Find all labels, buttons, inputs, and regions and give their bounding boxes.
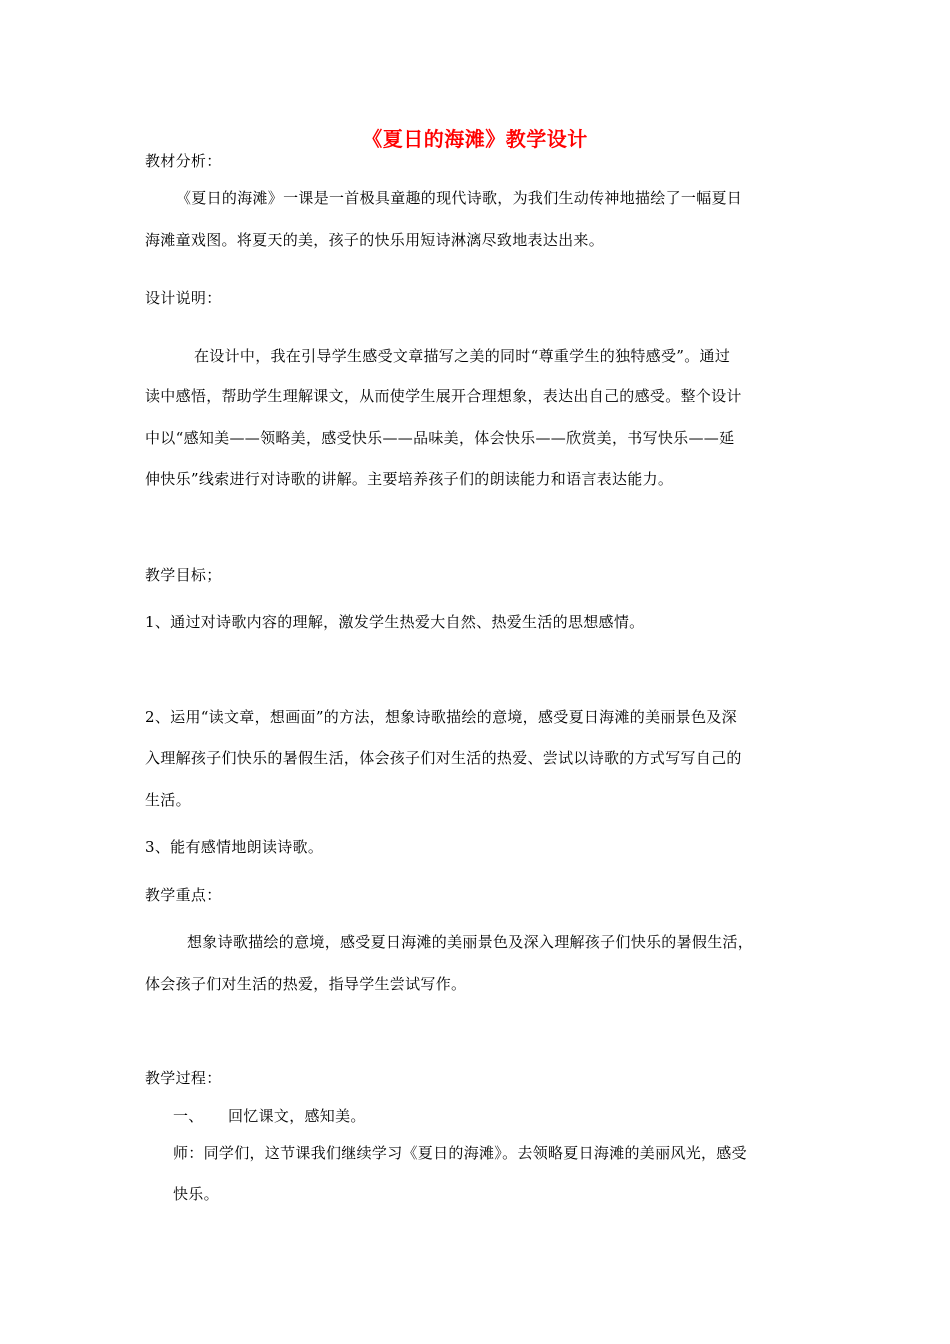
analysis-paragraph-line: 《夏日的海滩》一课是一首极具童趣的现代诗歌，为我们生动传神地描绘了一幅夏日	[176, 189, 743, 207]
goals-heading: 教学目标；	[145, 566, 222, 584]
design-notes-heading: 设计说明：	[145, 289, 222, 307]
key-points-paragraph-line: 体会孩子们对生活的热爱，指导学生尝试写作。	[145, 975, 467, 993]
analysis-paragraph-line: 海滩童戏图。将夏天的美，孩子的快乐用短诗淋漓尽致地表达出来。	[145, 231, 605, 249]
document-title: 《夏日的海滩》教学设计	[362, 127, 588, 151]
key-points-paragraph-line: 想象诗歌描绘的意境，感受夏日海滩的美丽景色及深入理解孩子们快乐的暑假生活，	[187, 933, 754, 951]
process-heading: 教学过程：	[145, 1069, 222, 1087]
goal-item-continued: 入理解孩子们快乐的暑假生活，体会孩子们对生活的热爱、尝试以诗歌的方式写写自己的	[145, 749, 742, 767]
design-notes-paragraph-line: 伸快乐”线索进行对诗歌的讲解。主要培养孩子们的朗读能力和语言表达能力。	[145, 470, 674, 488]
step-number: 一、	[173, 1107, 204, 1125]
analysis-heading: 教材分析：	[145, 152, 222, 170]
goal-item: 3、能有感情地朗读诗歌。	[145, 838, 324, 856]
step-text: 回忆课文，感知美。	[228, 1107, 366, 1125]
goal-item: 1、通过对诗歌内容的理解，激发学生热爱大自然、热爱生活的思想感情。	[145, 613, 645, 631]
design-notes-paragraph-line: 中以“感知美——领略美，感受快乐——品味美，体会快乐——欣赏美，书写快乐——延	[145, 429, 735, 447]
goal-item-continued: 生活。	[145, 791, 191, 809]
teacher-speech-line: 师：同学们，这节课我们继续学习《夏日的海滩》。去领略夏日海滩的美丽风光，感受	[173, 1144, 747, 1162]
design-notes-paragraph-line: 读中感悟，帮助学生理解课文，从而使学生展开合理想象，表达出自己的感受。整个设计	[145, 387, 742, 405]
design-notes-paragraph-line: 在设计中，我在引导学生感受文章描写之美的同时“尊重学生的独特感受”。通过	[194, 347, 731, 365]
teacher-speech-line: 快乐。	[173, 1185, 219, 1203]
key-points-heading: 教学重点：	[145, 886, 222, 904]
goal-item: 2、运用“读文章，想画面”的方法，想象诗歌描绘的意境，感受夏日海滩的美丽景色及深	[145, 708, 737, 726]
